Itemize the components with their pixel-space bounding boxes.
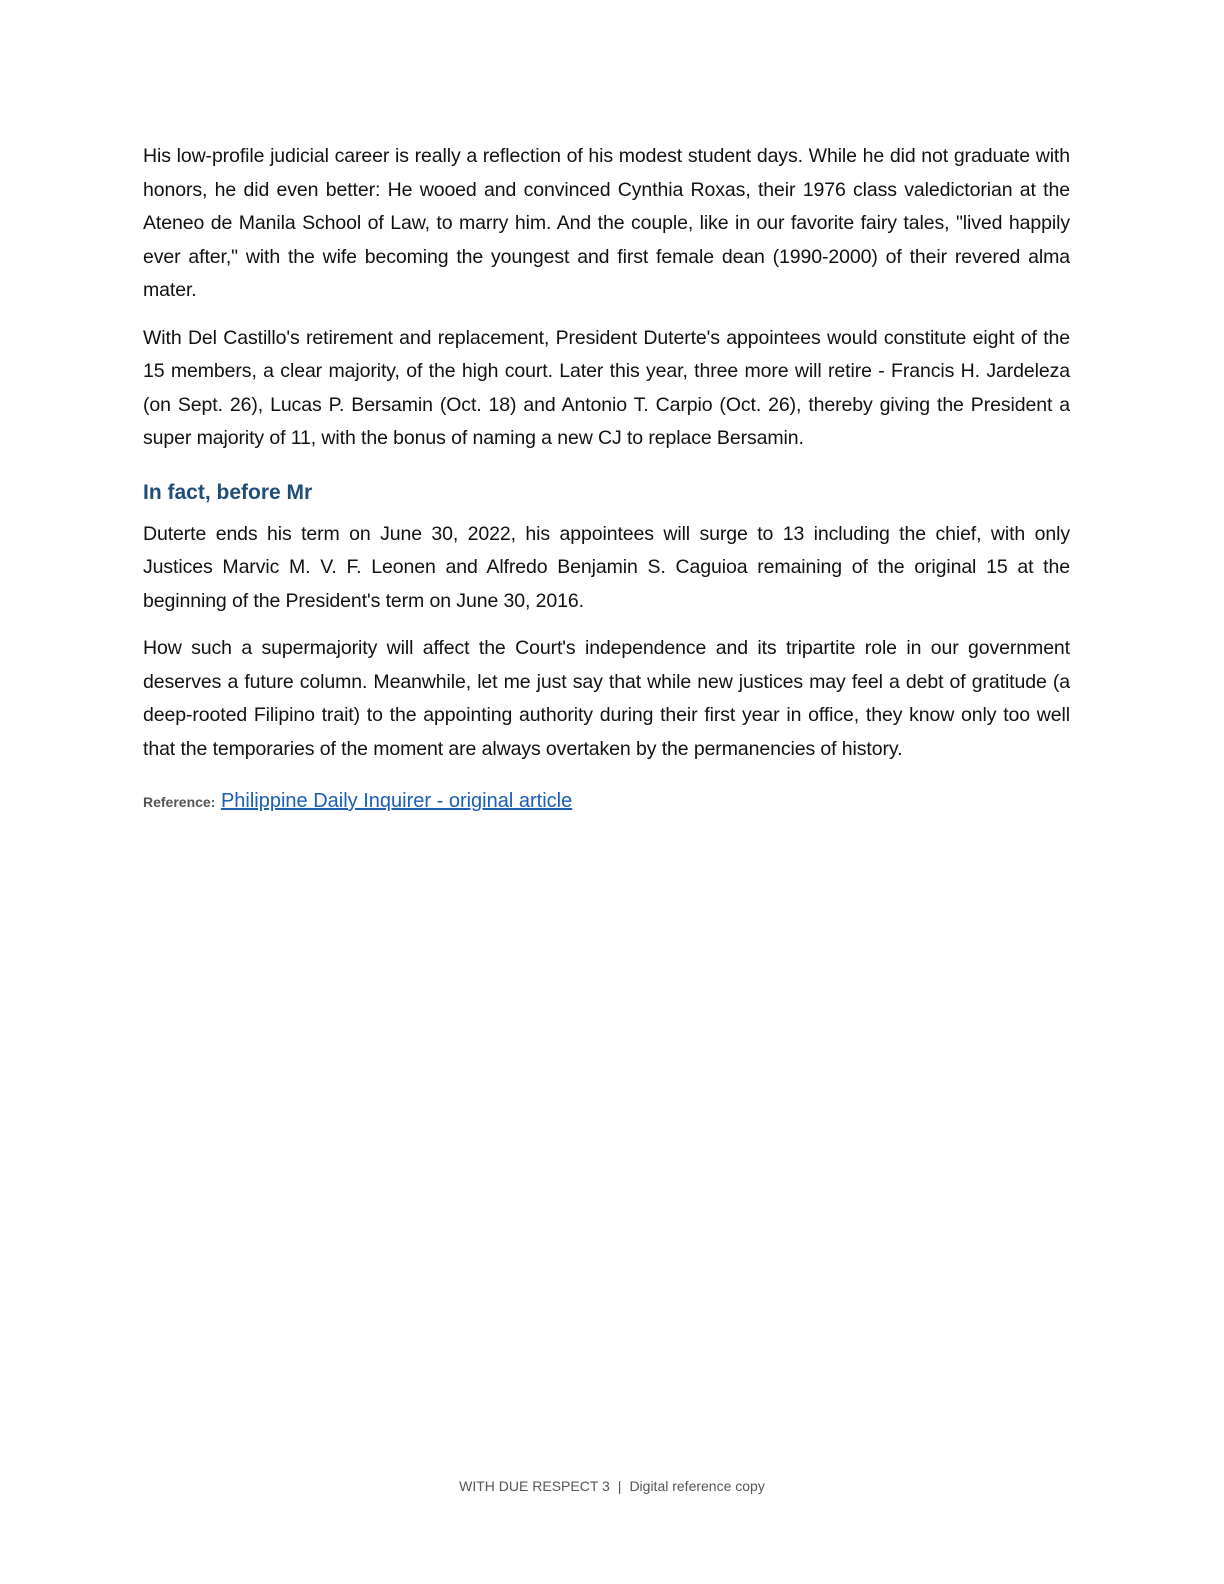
section-heading: In fact, before Mr <box>143 480 313 504</box>
body-paragraph-1: His low-profile judicial career is really a reflection of his modest student days. While he did not graduate with honors, he did even better: He wooed and convinced Cynthia Roxas, their 1976 class valedictorian at the Ateneo de Manila School of Law, to marry him. And the couple, like in our favorite fairy tales, "lived happily ever after," with the wife becoming the youngest and first female dean (1990-2000) of their revered alma mater. <box>143 145 1070 301</box>
article-body <box>143 140 1070 817</box>
body-paragraph-2: With Del Castillo's retirement and replacement, President Duterte's appointees would constitute eight of the 15 members, a clear majority, of the high court. Later this year, three more will retire - Francis H. Jardeleza (on Sept. 26), Lucas P. Bersamin (Oct. 18) and Antonio T. Carpio (Oct. 26), thereby giving the President a super majority of 11, with the bonus of naming a new CJ to replace Bersamin. <box>143 326 1070 449</box>
page-footer <box>0 1478 1224 1494</box>
footer-separator: | <box>617 1478 622 1494</box>
reference-link[interactable]: Philippine Daily Inquirer - original article <box>220 790 573 812</box>
reference-label: Reference: <box>143 794 216 810</box>
body-paragraph-4: How such a supermajority will affect the Court's independence and its tripartite role in our government deserves a future column. Meanwhile, let me just say that while new justices may feel a debt of gratitude (a deep-rooted Filipino trait) to the appointing authority during their first year in office, they know only too well that the temporaries of the moment are always overtaken by the permanencies of history. <box>143 637 1070 760</box>
footer-note: Digital reference copy <box>629 1478 765 1494</box>
reference-line <box>143 786 1070 817</box>
body-paragraph-3: Duterte ends his term on June 30, 2022, his appointees will surge to 13 including the chief, with only Justices Marvic M. V. F. Leonen and Alfredo Benjamin S. Caguioa remaining of the original 15 at the beginning of the President's term on June 30, 2016. <box>143 522 1070 612</box>
footer-title: WITH DUE RESPECT 3 <box>459 1478 610 1494</box>
